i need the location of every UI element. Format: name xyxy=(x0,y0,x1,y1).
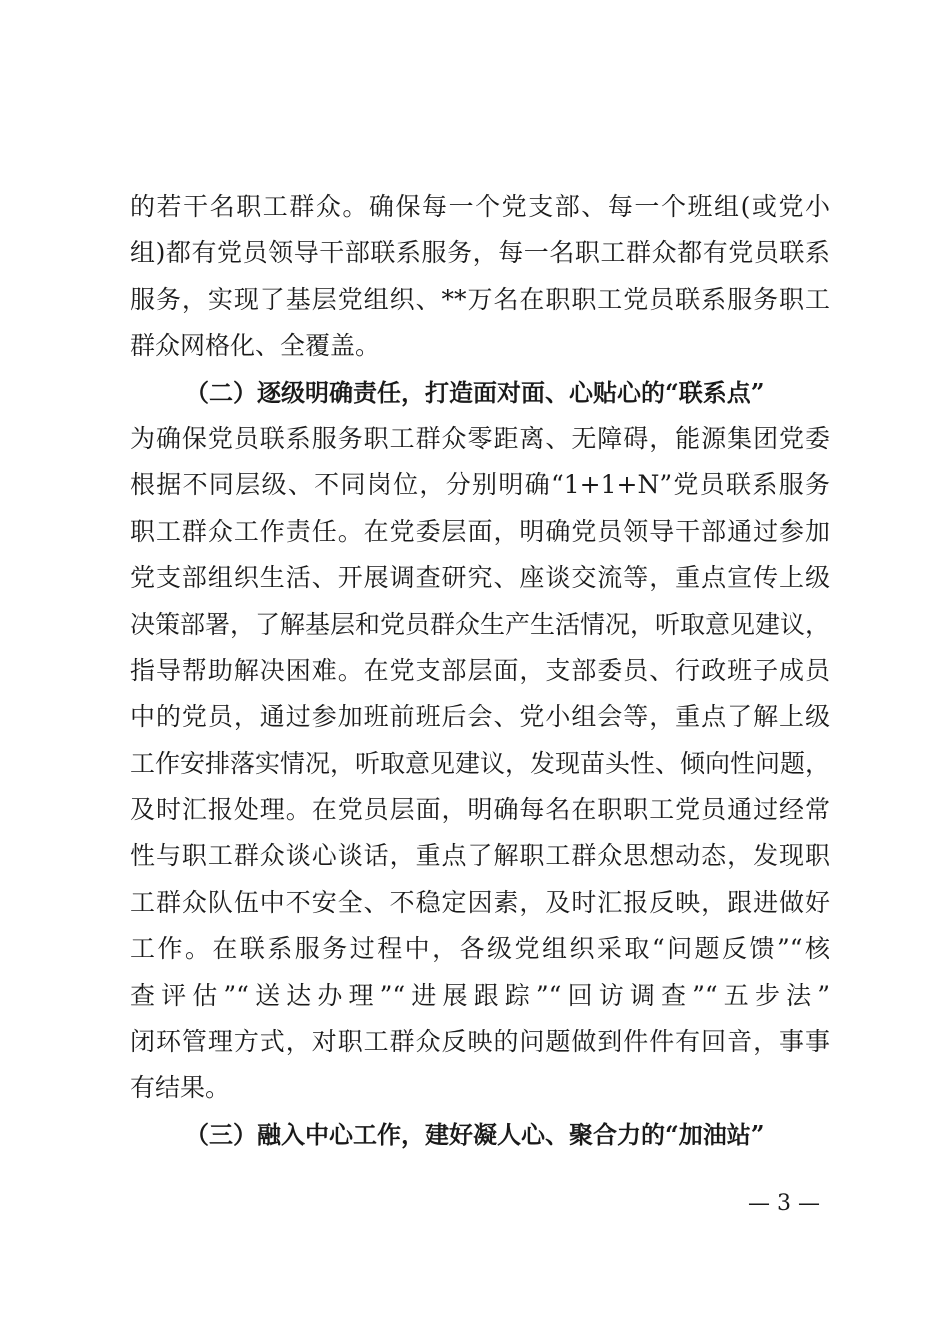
text-line: 群众网格化、全覆盖。 xyxy=(130,331,381,361)
text-line: 及时汇报处理。在党员层面，明确每名在职职工党员通过经常 xyxy=(130,795,830,825)
heading-line: （三）融入中心工作，建好凝人心、聚合力的“加油站” xyxy=(185,1119,765,1149)
text-line: 性与职工群众谈心谈话，重点了解职工群众思想动态，发现职 xyxy=(130,841,830,871)
text-line: 为确保党员联系服务职工群众零距离、无障碍，能源集团党委 xyxy=(130,423,830,453)
body-text xyxy=(130,184,830,1158)
page-number: — 3 — xyxy=(748,1191,820,1216)
text-line: 查评估”“送达办理”“进展跟踪”“回访调查”“五步法” xyxy=(130,980,830,1010)
text-line: 决策部署，了解基层和党员群众生产生活情况，听取意见建议， xyxy=(130,609,831,639)
paragraph-continuation xyxy=(130,184,830,370)
text-line: 工群众队伍中不安全、不稳定因素，及时汇报反映，跟进做好 xyxy=(130,887,830,917)
text-line: 职工群众工作责任。在党委层面，明确党员领导干部通过参加 xyxy=(130,516,830,546)
section-heading-2 xyxy=(130,370,830,416)
text-line: 工作安排落实情况，听取意见建议，发现苗头性、倾向性问题， xyxy=(130,748,831,778)
section-heading-3 xyxy=(130,1112,830,1158)
text-line: 党支部组织生活、开展调查研究、座谈交流等，重点宣传上级 xyxy=(130,563,830,593)
text-line: 工作。在联系服务过程中，各级党组织采取“问题反馈”“核 xyxy=(130,934,830,964)
text-line: 闭环管理方式，对职工群众反映的问题做到件件有回音，事事 xyxy=(130,1027,830,1057)
paragraph-section-2 xyxy=(130,416,830,1112)
text-line: 服务，实现了基层党组织、**万名在职职工党员联系服务职工 xyxy=(130,284,830,314)
text-line: 有结果。 xyxy=(130,1073,231,1103)
text-line: 根据不同层级、不同岗位，分别明确“1+1+N”党员联系服务 xyxy=(130,470,830,500)
text-line: 组)都有党员领导干部联系服务，每一名职工群众都有党员联系 xyxy=(130,238,830,268)
text-line: 中的党员，通过参加班前班后会、党小组会等，重点了解上级 xyxy=(130,702,830,732)
heading-line: （二）逐级明确责任，打造面对面、心贴心的“联系点” xyxy=(185,377,765,407)
text-line: 的若干名职工群众。确保每一个党支部、每一个班组(或党小 xyxy=(130,192,830,221)
text-line: 指导帮助解决困难。在党支部层面，支部委员、行政班子成员 xyxy=(130,655,830,685)
